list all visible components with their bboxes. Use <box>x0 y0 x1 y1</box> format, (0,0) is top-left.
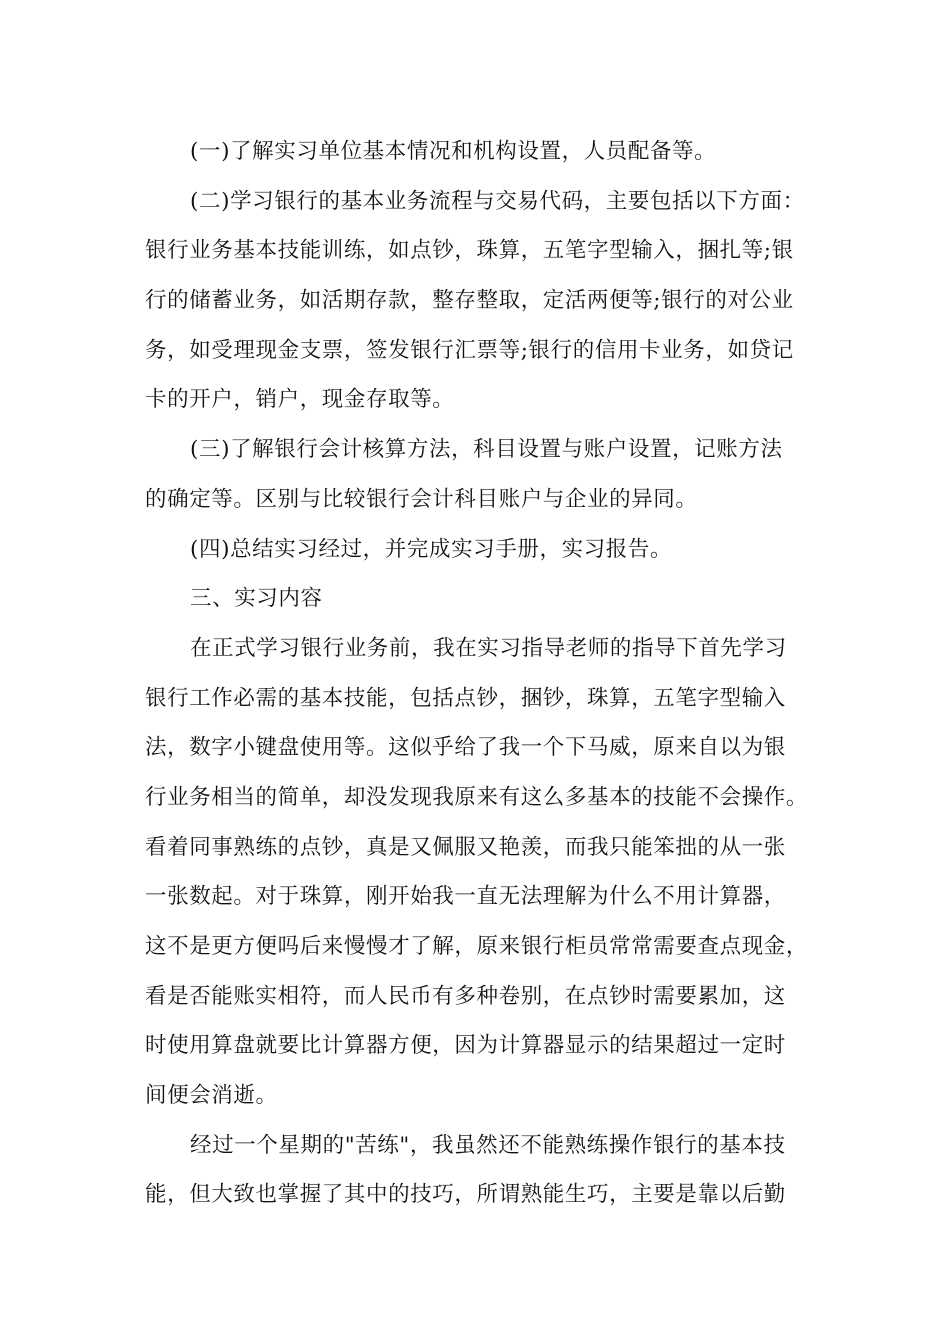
text-line: 间便会消逝。 <box>145 1083 278 1109</box>
text-line: 时使用算盘就要比计算器方便，因为计算器显示的结果超过一定时 <box>145 1033 786 1059</box>
text-line: (四)总结实习经过，并完成实习手册，实习报告。 <box>190 536 673 562</box>
text-line: 能，但大致也掌握了其中的技巧，所谓熟能生巧，主要是靠以后勤 <box>145 1182 786 1208</box>
text-line: 经过一个星期的"苦练"，我虽然还不能熟练操作银行的基本技 <box>190 1132 786 1158</box>
text-line: 行业务相当的简单，却没发现我原来有这么多基本的技能不会操作。 <box>145 784 809 810</box>
text-line: 在正式学习银行业务前，我在实习指导老师的指导下首先学习 <box>190 635 787 661</box>
text-line: 看着同事熟练的点钞，真是又佩服又艳羡，而我只能笨拙的从一张 <box>145 834 786 860</box>
text-line: 务，如受理现金支票，签发银行汇票等;银行的信用卡业务，如贷记 <box>145 337 794 363</box>
text-line: 银行业务基本技能训练，如点钞，珠算，五笔字型输入，捆扎等;银 <box>145 238 794 264</box>
text-line: 法，数字小键盘使用等。这似乎给了我一个下马威，原来自以为银 <box>145 735 786 761</box>
text-line: 这不是更方便吗后来慢慢才了解，原来银行柜员常常需要查点现金， <box>145 934 809 959</box>
text-line: (二)学习银行的基本业务流程与交易代码，主要包括以下方面： <box>190 188 805 214</box>
text-line: 卡的开户，销户，现金存取等。 <box>145 387 455 413</box>
text-line: (三)了解银行会计核算方法，科目设置与账户设置，记账方法 <box>190 437 783 463</box>
section-heading: 三、实习内容 <box>190 586 323 612</box>
body-text <box>145 127 810 1220</box>
text-line: 一张数起。对于珠算，刚开始我一直无法理解为什么不用计算器， <box>145 884 786 910</box>
text-line: 看是否能账实相符，而人民币有多种卷别，在点钞时需要累加，这 <box>145 983 786 1009</box>
text-line: 银行工作必需的基本技能，包括点钞，捆钞，珠算，五笔字型输入 <box>145 685 786 711</box>
text-line: (一)了解实习单位基本情况和机构设置，人员配备等。 <box>190 139 717 164</box>
text-line: 行的储蓄业务，如活期存款，整存整取，定活两便等;银行的对公业 <box>145 288 794 314</box>
text-line: 的确定等。区别与比较银行会计科目账户与企业的异同。 <box>145 486 698 512</box>
